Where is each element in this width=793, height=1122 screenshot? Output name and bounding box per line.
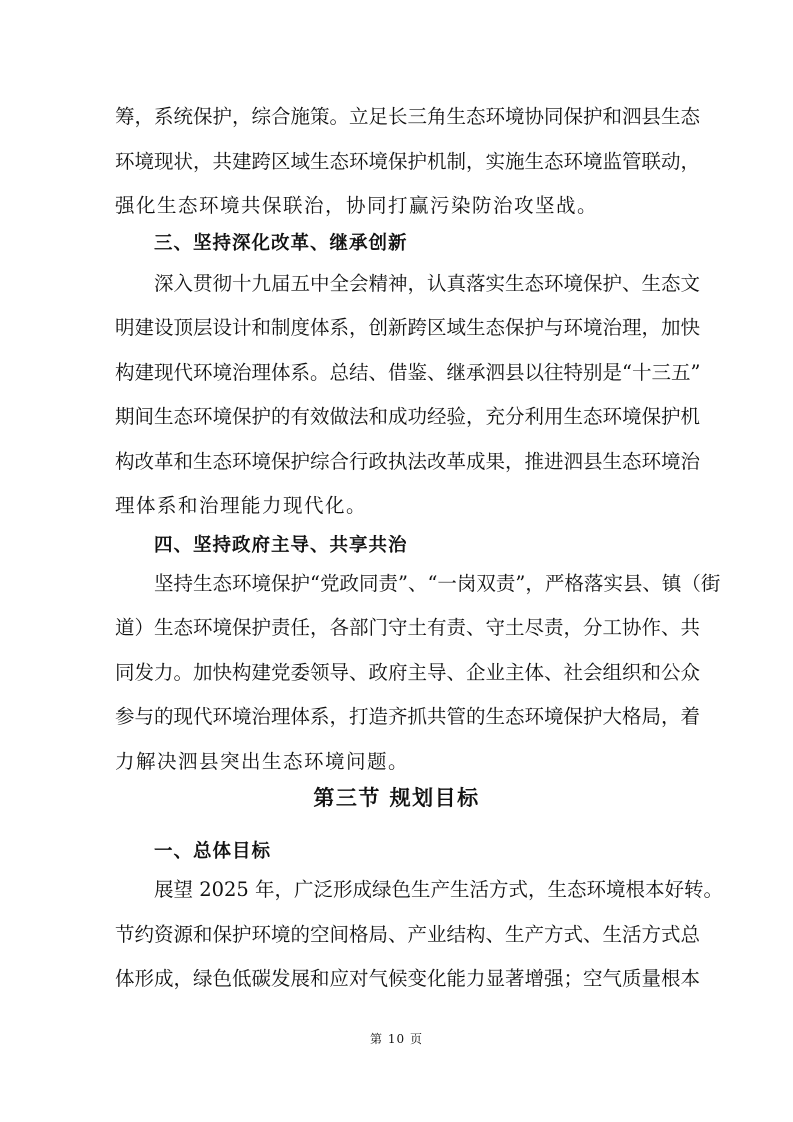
body-text-line: 同发力。加快构建党委领导、政府主导、企业主体、社会组织和公众 <box>115 661 701 684</box>
body-text-line: 深入贯彻十九届五中全会精神，认真落实生态环境保护、生态文 <box>154 272 701 295</box>
body-text-line: 参与的现代环境治理体系，打造齐抓共管的生态环境保护大格局，着 <box>115 705 701 728</box>
body-text-line: 体形成，绿色低碳发展和应对气候变化能力显著增强；空气质量根本 <box>115 967 701 990</box>
subheading-overall-goal: 一、总体目标 <box>154 841 272 862</box>
body-text-line: 明建设顶层设计和制度体系，创新跨区域生态保护与环境治理，加快 <box>115 316 701 339</box>
subheading-government-led: 四、坚持政府主导、共享共治 <box>154 535 408 556</box>
body-text-line: 节约资源和保护环境的空间格局、产业结构、生产方式、生活方式总 <box>115 923 701 946</box>
body-text-line: 力解决泗县突出生态环境问题。 <box>115 750 410 773</box>
body-text-line: 展望 2025 年，广泛形成绿色生产生活方式，生态环境根本好转。 <box>154 878 724 901</box>
body-text-line: 构改革和生态环境保护综合行政执法改革成果，推进泗县生态环境治 <box>115 450 701 473</box>
body-text-line: 坚持生态环境保护“党政同责”、“一岗双责”，严格落实县、镇（街 <box>154 572 721 595</box>
body-text-line: 期间生态环境保护的有效做法和成功经验，充分利用生态环境保护机 <box>115 405 701 428</box>
body-text-line: 环境现状，共建跨区域生态环境保护机制，实施生态环境监管联动， <box>115 150 701 173</box>
section-title: 第三节 规划目标 <box>313 786 480 810</box>
body-text-line: 道）生态环境保护责任，各部门守土有责、守土尽责，分工协作、共 <box>115 616 701 639</box>
body-text-line: 强化生态环境共保联治，协同打赢污染防治攻坚战。 <box>115 194 599 217</box>
body-text-line: 构建现代环境治理体系。总结、借鉴、继承泗县以往特别是“十三五” <box>115 361 701 384</box>
body-text-line: 理体系和治理能力现代化。 <box>115 494 368 517</box>
body-text-line: 筹，系统保护，综合施策。立足长三角生态环境协同保护和泗县生态 <box>115 105 701 128</box>
page-number: 第 10 页 <box>370 1032 423 1046</box>
subheading-deepen-reform: 三、坚持深化改革、继承创新 <box>154 233 408 254</box>
